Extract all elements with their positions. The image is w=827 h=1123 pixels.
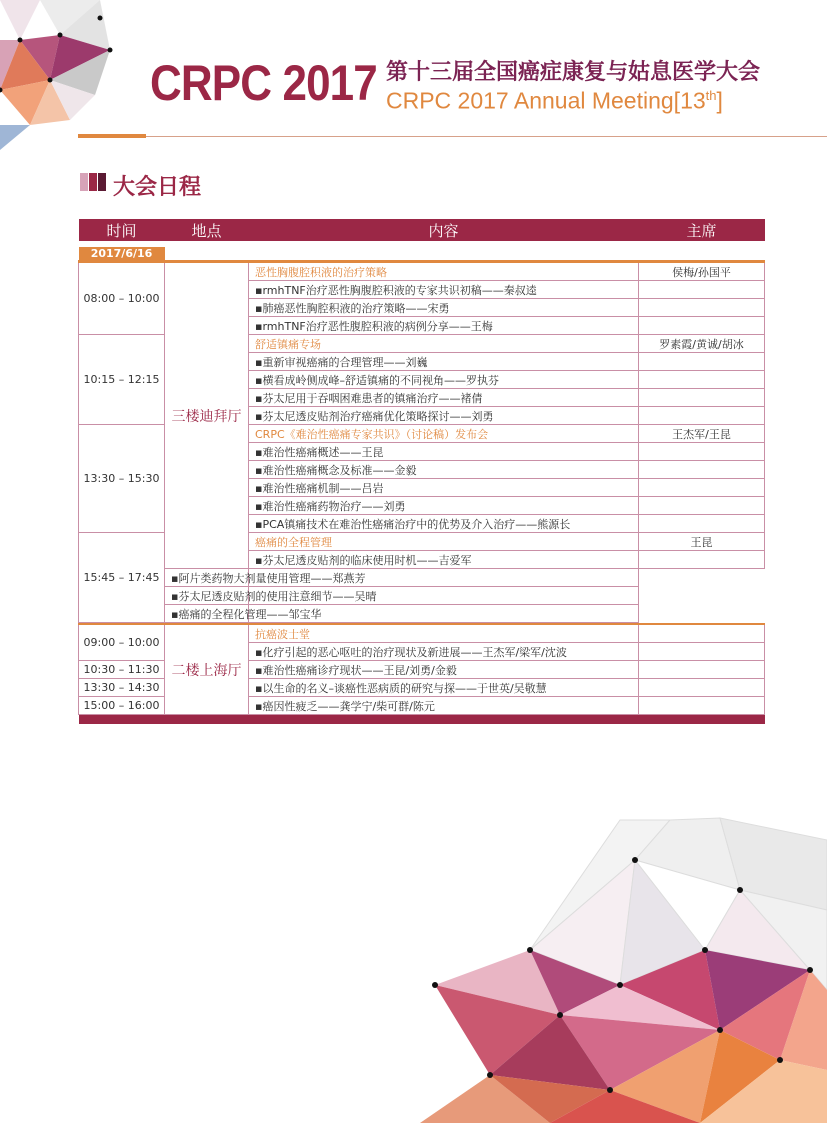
session-time: 10:15 – 12:15 — [79, 335, 165, 425]
session-chair: 王昆 — [639, 533, 765, 551]
session-chair: 罗素霞/黄诚/胡冰 — [639, 335, 765, 353]
date-label: 2017/6/16 — [79, 247, 165, 262]
session-title: CRPC《难治性癌痛专家共识》（讨论稿）发布会 — [249, 425, 639, 443]
session-time: 15:45 – 17:45 — [79, 533, 165, 623]
table-footer-bar — [79, 715, 765, 725]
talk-item: ▪rmhTNF治疗恶性腹腔积液的病例分享——王梅 — [249, 317, 639, 335]
talk-item: ▪芬太尼透皮贴剂治疗癌痛优化策略探讨——刘勇 — [249, 407, 639, 425]
talk-item: ▪癌痛的全程化管理——邹宝华 — [165, 605, 249, 623]
venue-day1: 三楼迪拜厅 — [165, 262, 249, 569]
talk-item: ▪PCA镇痛技术在难治性癌痛治疗中的优势及介入治疗——熊源长 — [249, 515, 639, 533]
talk-item: ▪难治性癌痛机制——吕岩 — [249, 479, 639, 497]
talk-item: ▪重新审视癌痛的合理管理——刘巍 — [249, 353, 639, 371]
polygon-decoration-bottom-right — [420, 800, 827, 1123]
section-marker — [89, 173, 97, 191]
section-marker — [98, 173, 106, 191]
session-title: 恶性胸腹腔积液的治疗策略 — [249, 262, 639, 281]
header-chair: 主席 — [639, 219, 765, 241]
talk-item: ▪难治性癌痛概念及标准——金毅 — [249, 461, 639, 479]
date-row — [79, 247, 765, 262]
talk-item: ▪芬太尼透皮贴剂的临床使用时机——吉爱军 — [249, 551, 639, 569]
talk-item: ▪阿片类药物大剂量使用管理——郑燕芳 — [165, 569, 249, 587]
table-row — [79, 587, 765, 605]
table-row — [79, 569, 765, 587]
section-marker — [80, 173, 88, 191]
header-divider — [146, 136, 827, 137]
header-time: 时间 — [79, 219, 165, 241]
talk-item: ▪癌因性疲乏——龚学宁/柴可群/陈元 — [249, 697, 639, 715]
session-time: 10:30 – 11:30 — [79, 661, 165, 679]
venue-day2: 二楼上海厅 — [165, 624, 249, 715]
talk-item: ▪难治性癌痛概述——王昆 — [249, 443, 639, 461]
header-divider-accent — [78, 134, 146, 138]
session-time: 13:30 – 15:30 — [79, 425, 165, 533]
talk-item: ▪肺癌恶性胸腔积液的治疗策略——宋勇 — [249, 299, 639, 317]
conference-title-en: CRPC 2017 Annual Meeting[13th] — [386, 87, 723, 114]
session-time: 08:00 – 10:00 — [79, 262, 165, 335]
session-time: 13:30 – 14:30 — [79, 679, 165, 697]
header-content: 内容 — [249, 219, 639, 241]
section-title: 大会日程 — [113, 175, 202, 200]
table-row — [79, 624, 765, 643]
session-time: 15:00 – 16:00 — [79, 697, 165, 715]
schedule-table — [78, 219, 765, 724]
crpc-logo: CRPC 2017 — [150, 55, 377, 111]
conference-title-cn: 第十三届全国癌症康复与姑息医学大会 — [386, 60, 761, 85]
talk-item: ▪芬太尼用于吞咽困难患者的镇痛治疗——褚倩 — [249, 389, 639, 407]
table-row — [79, 262, 765, 281]
session-title: 舒适镇痛专场 — [249, 335, 639, 353]
session-chair: 侯梅/孙国平 — [639, 262, 765, 281]
talk-item: ▪rmhTNF治疗恶性胸腹腔积液的专家共识初稿——秦叔逵 — [249, 281, 639, 299]
header-place: 地点 — [165, 219, 249, 241]
table-header-row — [79, 219, 765, 241]
talk-item: ▪化疗引起的恶心呕吐的治疗现状及新进展——王杰军/梁军/沈波 — [249, 643, 639, 661]
talk-item: ▪芬太尼透皮贴剂的使用注意细节——吴晴 — [165, 587, 249, 605]
session-title: 癌痛的全程管理 — [249, 533, 639, 551]
table-row — [79, 605, 765, 623]
talk-item: ▪难治性癌痛诊疗现状——王昆/刘勇/金毅 — [249, 661, 639, 679]
talk-item: ▪以生命的名义–谈癌性恶病质的研究与探——于世英/吴敬慧 — [249, 679, 639, 697]
session-title: 抗癌波士堂 — [249, 624, 639, 643]
talk-item: ▪难治性癌痛药物治疗——刘勇 — [249, 497, 639, 515]
session-chair: 王杰军/王昆 — [639, 425, 765, 443]
session-time: 09:00 – 10:00 — [79, 624, 165, 661]
talk-item: ▪横看成岭侧成峰–舒适镇痛的不同视角——罗执芬 — [249, 371, 639, 389]
